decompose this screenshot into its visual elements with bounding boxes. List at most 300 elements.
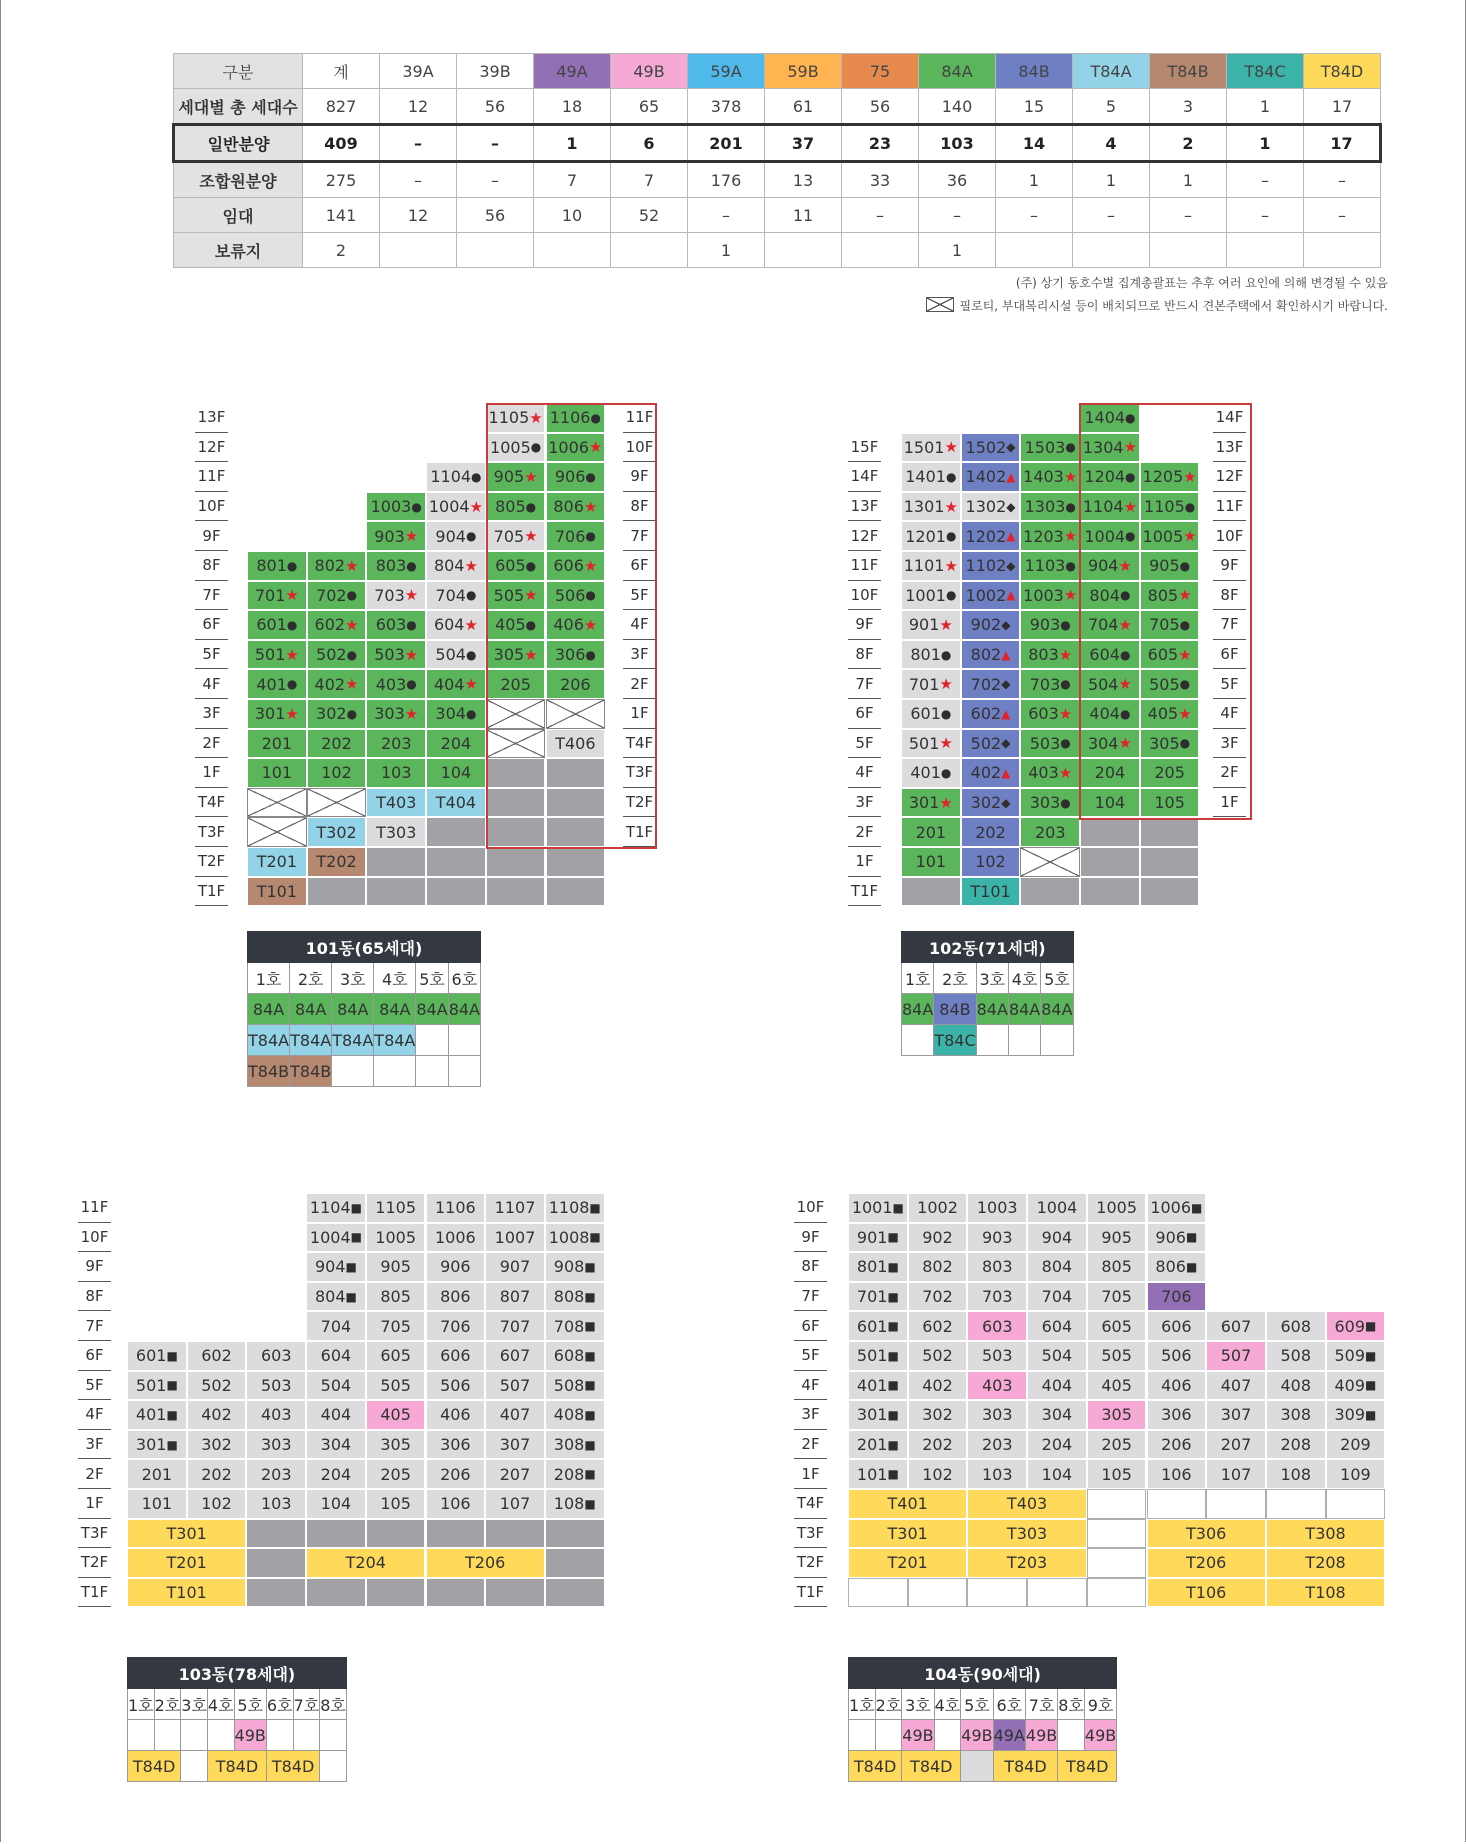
unit-number: 303 xyxy=(260,1435,292,1455)
unit-cell xyxy=(545,1193,605,1223)
unit-cell xyxy=(1147,1252,1207,1282)
unit-number: 401 xyxy=(135,1405,167,1425)
floor-label: 11F xyxy=(623,403,656,433)
marker-dia-icon: ◆ xyxy=(1001,736,1011,751)
marker-star-icon: ★ xyxy=(1063,467,1078,486)
unit-number: 202 xyxy=(922,1435,953,1455)
unit-line-header: 1호 xyxy=(902,963,934,994)
floor-label: 8F xyxy=(623,492,656,522)
unit-number: 601 xyxy=(856,1316,888,1336)
empty-cell xyxy=(366,877,426,907)
marker-sq-icon: ■ xyxy=(584,1407,596,1422)
marker-tri-icon: ▲ xyxy=(1006,469,1016,484)
floor-label: 4F xyxy=(794,1371,827,1401)
unit-cell xyxy=(1206,1400,1266,1430)
unit-number: T203 xyxy=(1006,1553,1048,1573)
unit-cell xyxy=(306,1489,366,1519)
unit-type-cell: T84A xyxy=(248,1025,290,1056)
unit-number: 906 xyxy=(1155,1227,1186,1247)
summary-cell: – xyxy=(688,198,765,233)
marker-dot-icon: ● xyxy=(940,706,952,721)
unit-number: 302 xyxy=(922,1405,953,1425)
marker-star-icon: ★ xyxy=(1178,586,1192,605)
floor-label: 2F xyxy=(794,1430,827,1460)
unit-number: 301 xyxy=(135,1435,167,1455)
unit-cell xyxy=(485,1193,545,1223)
floor-label: 13F xyxy=(195,403,228,433)
unit-type-cell xyxy=(448,1025,480,1056)
marker-tri-icon: ▲ xyxy=(1001,706,1011,721)
empty-cell xyxy=(1140,847,1200,877)
unit-number: T106 xyxy=(1186,1583,1227,1603)
unit-cell xyxy=(848,1193,908,1223)
unit-cell xyxy=(187,1371,247,1401)
summary-cell: 17 xyxy=(1304,89,1381,125)
unit-number: 307 xyxy=(1220,1405,1252,1425)
summary-cell xyxy=(765,233,842,268)
unit-number: 203 xyxy=(260,1464,292,1484)
unit-number: 905 xyxy=(1101,1227,1132,1247)
floor-label: 6F xyxy=(794,1311,827,1341)
unit-number: 904 xyxy=(314,1257,346,1277)
unit-cell xyxy=(908,1223,968,1253)
marker-dot-icon: ● xyxy=(411,499,422,514)
empty-cell xyxy=(246,1548,306,1578)
summary-cell xyxy=(1227,233,1304,268)
unit-cell xyxy=(426,729,486,759)
marker-star-icon: ★ xyxy=(524,527,538,546)
summary-cell: 18 xyxy=(534,89,611,125)
unit-number: 608 xyxy=(553,1346,585,1366)
unit-cell xyxy=(908,1311,968,1341)
marker-dot-icon: ● xyxy=(286,677,298,692)
unit-cell xyxy=(901,610,961,640)
marker-sq-icon: ■ xyxy=(887,1230,899,1245)
summary-cell xyxy=(457,233,534,268)
unit-number: 209 xyxy=(1340,1435,1371,1455)
summary-cell: 2 xyxy=(303,233,380,268)
empty-cell xyxy=(545,1519,605,1549)
unit-cell xyxy=(961,817,1021,847)
unit-type-cell xyxy=(961,1751,993,1782)
unit-number: 1003 xyxy=(370,497,412,517)
unit-cell xyxy=(1206,1341,1266,1371)
unit-cell xyxy=(1020,788,1080,818)
unit-number: 1104 xyxy=(430,467,472,487)
marker-dot-icon: ● xyxy=(465,529,477,544)
marker-star-icon: ★ xyxy=(1058,763,1073,782)
marker-star-icon: ★ xyxy=(944,497,958,516)
unit-cell xyxy=(848,1459,908,1489)
empty-cell xyxy=(486,877,546,907)
unit-number: 502 xyxy=(201,1375,232,1395)
summary-cell: 14 xyxy=(996,125,1073,162)
unit-number: 602 xyxy=(922,1316,953,1336)
unit-cell xyxy=(246,1430,306,1460)
marker-sq-icon: ■ xyxy=(1185,1230,1198,1245)
marker-sq-icon: ■ xyxy=(584,1467,596,1482)
marker-star-icon: ★ xyxy=(939,734,953,753)
unit-number: 201 xyxy=(856,1435,888,1455)
unit-cell xyxy=(306,1223,366,1253)
unit-cell xyxy=(961,610,1021,640)
floor-label: 2F xyxy=(1213,758,1246,788)
unit-number: 705 xyxy=(1149,615,1180,635)
unit-type-cell: T84A xyxy=(290,1025,332,1056)
empty-cell xyxy=(307,877,367,907)
unit-cell xyxy=(545,1430,605,1460)
summary-header-cell: 49A xyxy=(534,54,611,89)
unit-cell xyxy=(307,817,367,847)
unit-cell xyxy=(967,1282,1027,1312)
summary-cell xyxy=(1150,233,1227,268)
unit-cell xyxy=(848,1311,908,1341)
unit-cell xyxy=(247,640,307,670)
unit-cell xyxy=(1087,1193,1147,1223)
summary-header-cell: 59A xyxy=(688,54,765,89)
unit-number: 1303 xyxy=(1024,497,1066,517)
unit-number: 402 xyxy=(314,674,346,694)
unit-number: 803 xyxy=(981,1257,1013,1277)
marker-dot-icon: ● xyxy=(1060,795,1071,810)
marker-sq-icon: ■ xyxy=(887,1407,899,1422)
unit-number: 903 xyxy=(981,1227,1013,1247)
unit-number: 503 xyxy=(1029,733,1061,753)
unit-cell xyxy=(426,521,486,551)
floor-label: 5F xyxy=(78,1371,111,1401)
unit-cell xyxy=(366,1430,426,1460)
unit-number: 1002 xyxy=(965,585,1007,605)
unit-cell xyxy=(485,1223,545,1253)
marker-star-icon: ★ xyxy=(345,556,359,575)
unit-cell xyxy=(901,669,961,699)
unit-number: T404 xyxy=(435,793,477,813)
floor-label: 10F xyxy=(794,1193,827,1223)
unit-line-header: 4호 xyxy=(934,1689,961,1720)
unit-type-cell xyxy=(207,1720,234,1751)
unit-cell xyxy=(961,729,1021,759)
floor-label: 11F xyxy=(195,462,228,492)
unit-cell xyxy=(1326,1371,1386,1401)
unit-number: 201 xyxy=(261,733,293,753)
summary-cell: 5 xyxy=(1073,89,1150,125)
unit-cell xyxy=(848,1400,908,1430)
floor-label: 1F xyxy=(1213,788,1246,818)
unit-cell xyxy=(306,1371,366,1401)
summary-cell xyxy=(611,233,688,268)
floor-label: 14F xyxy=(848,462,881,492)
unit-number: 101 xyxy=(261,763,293,783)
unit-type-cell: 84B xyxy=(934,994,976,1025)
unit-cell xyxy=(1266,1341,1326,1371)
unit-cell xyxy=(967,1459,1027,1489)
unit-number: 1007 xyxy=(494,1227,536,1247)
unit-cell xyxy=(366,1341,426,1371)
unit-number: 905 xyxy=(1149,556,1180,576)
unit-number: 507 xyxy=(499,1375,531,1395)
marker-tri-icon: ▲ xyxy=(1001,647,1011,662)
marker-tri-icon: ▲ xyxy=(1006,588,1016,603)
unit-number: 1503 xyxy=(1024,437,1066,457)
unit-cell xyxy=(307,847,367,877)
floor-label: 1F xyxy=(848,847,881,877)
marker-dot-icon: ● xyxy=(525,558,537,573)
unit-type-cell: 84A xyxy=(448,994,480,1025)
unit-cell xyxy=(848,1371,908,1401)
unit-number: 503 xyxy=(260,1375,292,1395)
floor-label: 7F xyxy=(1213,610,1246,640)
unit-cell xyxy=(901,817,961,847)
unit-number: 604 xyxy=(1041,1316,1073,1336)
unit-number: 304 xyxy=(1087,733,1119,753)
unit-type-cell: 84A xyxy=(1008,994,1040,1025)
unit-number: 704 xyxy=(435,585,466,605)
unit-number: 406 xyxy=(553,615,584,635)
unit-cell xyxy=(1147,1459,1207,1489)
unit-cell xyxy=(306,1400,366,1430)
unit-number: 1106 xyxy=(549,408,591,428)
unit-type-cell xyxy=(320,1720,347,1751)
marker-dot-icon: ● xyxy=(585,647,596,662)
summary-header-cell: 계 xyxy=(303,54,380,89)
summary-cell: 103 xyxy=(919,125,996,162)
unit-cell xyxy=(1326,1341,1386,1371)
floor-label: 3F xyxy=(623,640,656,670)
empty-cell xyxy=(1266,1489,1326,1519)
unit-cell xyxy=(908,1371,968,1401)
unit-number: 309 xyxy=(1334,1405,1366,1425)
summary-header-cell: T84C xyxy=(1227,54,1304,89)
unit-number: 802 xyxy=(970,645,1002,665)
marker-dot-icon: ● xyxy=(1119,647,1131,662)
unit-number: 503 xyxy=(981,1346,1013,1366)
unit-number: 501 xyxy=(856,1346,888,1366)
unit-number: 901 xyxy=(908,615,940,635)
unit-type-cell xyxy=(448,1056,480,1087)
marker-star-icon: ★ xyxy=(285,645,299,664)
building-title: 101동(65세대) xyxy=(248,932,481,963)
unit-type-cell: T84B xyxy=(248,1056,290,1087)
unit-cell xyxy=(426,699,486,729)
unit-line-header: 5호 xyxy=(416,963,448,994)
unit-number: 508 xyxy=(553,1375,585,1395)
unit-cell xyxy=(247,551,307,581)
unit-cell xyxy=(967,1400,1027,1430)
empty-cell xyxy=(426,1578,486,1608)
summary-cell: 33 xyxy=(842,162,919,198)
unit-number: 405 xyxy=(495,615,526,635)
marker-dot-icon: ● xyxy=(406,558,417,573)
summary-cell: 140 xyxy=(919,89,996,125)
unit-number: 505 xyxy=(1149,674,1180,694)
unit-cell xyxy=(1326,1459,1386,1489)
marker-sq-icon: ■ xyxy=(166,1378,178,1393)
floor-label: 8F xyxy=(78,1282,111,1312)
unit-type-cell xyxy=(1008,1025,1040,1056)
unit-cell xyxy=(1027,1252,1087,1282)
unit-number: 207 xyxy=(499,1464,531,1484)
summary-cell: 36 xyxy=(919,162,996,198)
floor-label: 4F xyxy=(623,610,656,640)
unit-cell xyxy=(307,699,367,729)
unit-number: 404 xyxy=(433,674,465,694)
floor-label: 8F xyxy=(195,551,228,581)
unit-number: 504 xyxy=(1041,1346,1073,1366)
unit-cell xyxy=(1020,492,1080,522)
unit-number: 406 xyxy=(440,1405,471,1425)
unit-cell xyxy=(1266,1459,1326,1489)
unit-cell xyxy=(1020,669,1080,699)
marker-star-icon: ★ xyxy=(1183,467,1197,486)
unit-number: 204 xyxy=(1094,763,1126,783)
unit-number: 207 xyxy=(1220,1435,1252,1455)
floor-label: T1F xyxy=(623,817,656,847)
unit-number: 206 xyxy=(560,674,591,694)
unit-cell xyxy=(426,1371,486,1401)
unit-cell xyxy=(247,610,307,640)
unit-cell xyxy=(848,1252,908,1282)
summary-cell: 56 xyxy=(457,89,534,125)
unit-cell xyxy=(1027,1193,1087,1223)
unit-cell xyxy=(1020,521,1080,551)
floor-label: 9F xyxy=(1213,551,1246,581)
floor-label: 9F xyxy=(78,1252,111,1282)
unit-number: 1302 xyxy=(965,497,1007,517)
unit-line-header: 9호 xyxy=(1084,1689,1116,1720)
unit-number: 903 xyxy=(1029,615,1061,635)
summary-row-label: 보류지 xyxy=(174,233,303,268)
unit-number: T403 xyxy=(1006,1494,1048,1514)
building-title: 102동(71세대) xyxy=(902,932,1074,963)
empty-cell xyxy=(246,1519,306,1549)
unit-number: 1005 xyxy=(1142,526,1184,546)
summary-row xyxy=(174,198,1381,233)
summary-row-label: 임대 xyxy=(174,198,303,233)
unit-number: 108 xyxy=(553,1494,585,1514)
unit-number: 104 xyxy=(1094,793,1126,813)
unit-type-cell xyxy=(332,1056,374,1087)
marker-star-icon: ★ xyxy=(1183,527,1197,546)
floor-label: 12F xyxy=(1213,462,1246,492)
unit-number: 1301 xyxy=(903,497,945,517)
unit-cell xyxy=(848,1341,908,1371)
unit-cell xyxy=(366,1400,426,1430)
floor-label: 2F xyxy=(78,1459,111,1489)
floor-label: T2F xyxy=(195,847,228,877)
marker-sq-icon: ■ xyxy=(1365,1319,1377,1334)
unit-cell xyxy=(426,492,486,522)
unit-number: 408 xyxy=(1280,1375,1311,1395)
unit-number: 403 xyxy=(260,1405,292,1425)
marker-star-icon: ★ xyxy=(464,675,478,694)
unit-cell xyxy=(1087,1311,1147,1341)
empty-cell xyxy=(246,1578,306,1608)
marker-sq-icon: ■ xyxy=(887,1289,899,1304)
floor-label: 1F xyxy=(623,699,656,729)
unit-number: 101 xyxy=(915,852,947,872)
unit-cell xyxy=(127,1400,187,1430)
unit-cell xyxy=(901,758,961,788)
unit-number: 702 xyxy=(922,1287,953,1307)
floor-label: 3F xyxy=(1213,729,1246,759)
floor-label: 1F xyxy=(195,758,228,788)
unit-cell xyxy=(366,1282,426,1312)
marker-star-icon: ★ xyxy=(1058,645,1073,664)
empty-cell xyxy=(1326,1489,1386,1519)
unit-line-header: 1호 xyxy=(849,1689,876,1720)
unit-cell xyxy=(908,1459,968,1489)
marker-dot-icon: ● xyxy=(471,469,482,484)
unit-number: 404 xyxy=(1089,704,1120,724)
unit-line-header: 5호 xyxy=(234,1689,266,1720)
summary-header-cell: 59B xyxy=(765,54,842,89)
unit-number: 601 xyxy=(256,615,287,635)
empty-cell xyxy=(485,1578,545,1608)
floor-label: 8F xyxy=(794,1252,827,1282)
unit-type-cell: T84D xyxy=(993,1751,1058,1782)
unit-number: 703 xyxy=(374,585,405,605)
marker-dot-icon: ● xyxy=(945,469,957,484)
unit-cell xyxy=(366,1223,426,1253)
unit-number: T206 xyxy=(465,1553,506,1573)
floor-label: 7F xyxy=(78,1311,111,1341)
unit-cell xyxy=(961,462,1021,492)
marker-sq-icon: ■ xyxy=(166,1407,178,1422)
floor-label: 6F xyxy=(195,610,228,640)
unit-line-header: 8호 xyxy=(1058,1689,1085,1720)
unit-line-header: 8호 xyxy=(320,1689,347,1720)
unit-cell xyxy=(366,788,426,818)
unit-type-cell: 84A xyxy=(976,994,1008,1025)
marker-dot-icon: ● xyxy=(346,588,358,603)
summary-cell: 12 xyxy=(380,89,457,125)
unit-cell xyxy=(426,581,486,611)
unit-number: 102 xyxy=(321,763,352,783)
unit-cell xyxy=(1147,1223,1207,1253)
unit-number: 208 xyxy=(553,1464,585,1484)
summary-cell: 1 xyxy=(996,162,1073,198)
unit-number: 204 xyxy=(1041,1435,1073,1455)
unit-number: T101 xyxy=(166,1583,207,1603)
unit-cell xyxy=(127,1459,187,1489)
unit-cell xyxy=(1087,1371,1147,1401)
unit-number: 1205 xyxy=(1142,467,1184,487)
unit-type-cell: T84A xyxy=(374,1025,416,1056)
unit-cell xyxy=(127,1371,187,1401)
unit-cell xyxy=(247,847,307,877)
unit-number: T406 xyxy=(555,733,596,753)
unit-number: 404 xyxy=(1041,1375,1073,1395)
unit-cell xyxy=(307,610,367,640)
unit-cell xyxy=(545,1341,605,1371)
unit-number: 804 xyxy=(1041,1257,1073,1277)
unit-number: 605 xyxy=(1147,645,1179,665)
summary-cell: 1 xyxy=(1150,162,1227,198)
unit-number: 605 xyxy=(1101,1316,1132,1336)
unit-cell xyxy=(901,551,961,581)
unit-line-header: 6호 xyxy=(266,1689,293,1720)
marker-sq-icon: ■ xyxy=(584,1259,596,1274)
unit-number: T101 xyxy=(256,881,297,901)
marker-sq-icon: ■ xyxy=(589,1200,601,1215)
unit-number: 1006 xyxy=(1150,1198,1192,1218)
unit-cell xyxy=(247,699,307,729)
unit-number: 908 xyxy=(553,1257,585,1277)
unit-number: 104 xyxy=(1041,1464,1073,1484)
summary-cell: – xyxy=(1073,198,1150,233)
unit-number: 603 xyxy=(260,1346,292,1366)
unit-number: 704 xyxy=(1087,615,1119,635)
